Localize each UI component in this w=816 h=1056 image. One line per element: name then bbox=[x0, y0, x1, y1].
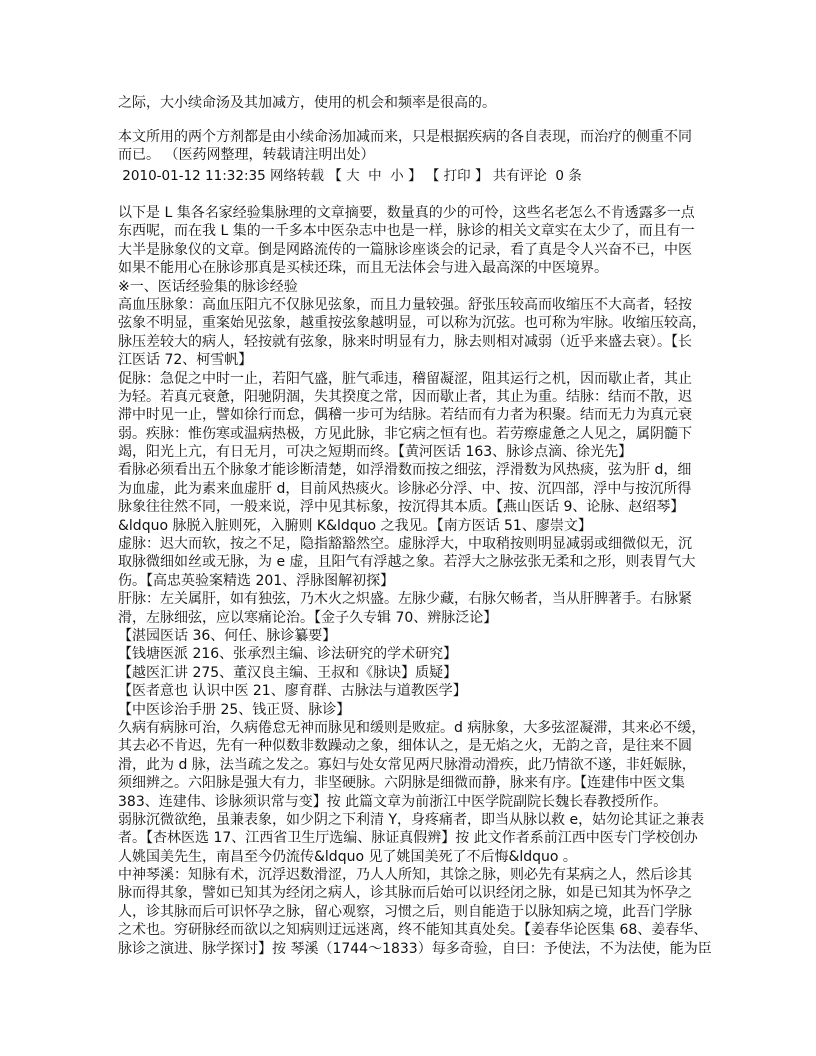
text-line: 383、连建伟、诊脉须识常与变】按 此篇文章为前浙江中医学院副院长魏长春教授所作。 bbox=[118, 793, 668, 810]
intro-paragraph-1 bbox=[118, 94, 718, 112]
text-line: 滑，左脉细弦，应以寒痛论治。【金子久专辑 70、辨脉泛论】 bbox=[118, 609, 498, 626]
font-size-small-link[interactable]: 小 bbox=[390, 168, 404, 184]
text-line: 为轻。若真元衰惫，阳驰阴涸，失其揆度之常，因而歇止者，其止为重。结脉：结而不散，迟 bbox=[118, 388, 692, 405]
text-line: 江医话 72、柯雪帆】 bbox=[118, 352, 253, 369]
text-line: 脉诊之演进、脉学探讨】按 琴溪（1744～1833）每多奇验，自曰：予使法，不为法使，能为臣 bbox=[118, 940, 712, 957]
text-line: 促脉：急促之中时一止，若阳气盛，脏气乖违，稽留凝涩，阻其运行之机，因而歇止者，其止 bbox=[118, 370, 692, 387]
text-line: 虚脉：迟大而软，按之不足，隐指豁豁然空。虚脉浮大，中取稍按则明显减弱或细微似无，沉 bbox=[118, 536, 692, 553]
text-line: 看脉必须看出五个脉象才能诊断清楚，如浮滑数而按之细弦，浮滑数为风热痰，弦为肝 d，细 bbox=[118, 462, 692, 479]
print-link[interactable]: 打印 bbox=[443, 168, 471, 184]
text-line: 之术也。穷研脉经而欲以之知病则迂远迷离，终不能知其真处矣。【姜春华论医集 68、姜春华、 bbox=[118, 922, 708, 939]
text-line: 弦象不明显，重案始见弦象，越重按弦象越明显，可以称为沉弦。也可称为牢脉。收缩压较高， bbox=[118, 315, 706, 332]
bracket: 【 bbox=[328, 168, 342, 184]
text-line: ※一、医话经验集的脉诊经验 bbox=[118, 278, 298, 295]
text-line: 人，诊其脉而后可识怀孕之脉，留心观察，习惯之后，则自能造于以脉知病之境，此吾门学脉 bbox=[118, 903, 692, 920]
publish-datetime: 2010-01-12 11:32:35 bbox=[122, 168, 266, 184]
text-line: 人姚国美先生，南昌至今仍流传&ldquo 见了姚国美死了不后悔&ldquo 。 bbox=[118, 848, 577, 865]
text-line: 者。【杏林医选 17、江西省卫生厅选编、脉证真假辨】按 此文作者系前江西中医专门学校创办 bbox=[118, 830, 698, 847]
text-line: 【中医诊治手册 25、钱正贤、脉诊】 bbox=[118, 701, 351, 718]
text-line: 本文所用的两个方剂都是由小续命汤加减而来，只是根据疾病的各自表现，而治疗的侧重不同 bbox=[118, 129, 692, 145]
text-line: 伤。【高忠英验案精选 201、浮脉图解初探】 bbox=[118, 572, 395, 589]
article-body bbox=[118, 204, 718, 958]
text-line: &ldquo 脉脱入脏则死，入腑则 K&ldquo 之我见。【南方医话 51、廖崇文】 bbox=[118, 517, 592, 534]
text-line: 【钱塘医派 216、张承烈主编、诊法研究的学术研究】 bbox=[118, 646, 458, 663]
bracket: 】 bbox=[408, 168, 422, 184]
text-line: 中神琴溪：知脉有术，沉浮迟数滑涩，乃人人所知，其馀之脉，则必先有某病之人，然后诊其 bbox=[118, 867, 692, 884]
text-line: 脉象往往然不同，一般来说，浮中见其标象，按沉得其本质。【燕山医话 9、论脉、赵绍琴】 bbox=[118, 499, 685, 516]
text-line: 而已。 （医药网整理，转载请注明出处） bbox=[118, 147, 375, 164]
text-line: 滑，此为 d 脉，法当疏之发之。寡妇与处女常见两尺脉滑动滑疾，此乃情欲不遂，非妊娠脉， bbox=[118, 756, 696, 773]
text-line: 高血压脉象：高血压阳亢不仅脉见弦象，而且力量较强。舒张压较高而收缩压不大高者，轻按 bbox=[118, 296, 692, 313]
text-line: 滞中时见一止，譬如徐行而怠，偶稽一步可为结脉。若结而有力者为积聚。结而无力为真元衰 bbox=[118, 407, 692, 424]
text-line: 久病有病脉可治，久病倦怠无神而脉见和缓则是败症。d 病脉象，大多弦涩凝滞，其来必不缓， bbox=[118, 719, 706, 736]
font-size-large-link[interactable]: 大 bbox=[346, 168, 360, 184]
source-label: 网络转载 bbox=[269, 168, 324, 184]
text-line: 其去必不肯迟，先有一种似数非数躁动之象，细体认之，是无焰之火，无韵之音，是往来不圆 bbox=[118, 738, 692, 755]
text-line: 【湛园医话 36、何任、脉诊纂要】 bbox=[118, 627, 337, 644]
text-line: 为血虚，此为素来血虚肝 d，目前风热痰火。诊脉必分浮、中、按、沉四部，浮中与按沉所得 bbox=[118, 480, 692, 497]
text-line: 竭，阳光上亢，有日无月，可决之短期而终。【黄河医话 163、脉诊点滴、徐光先】 bbox=[118, 444, 633, 461]
text-line: 脉压差较大的病人，轻按就有弦象，脉来时明显有力，脉去则相对减弱（近乎来盛去衰）。【长 bbox=[118, 333, 692, 350]
font-size-medium-link[interactable]: 中 bbox=[368, 168, 382, 184]
intro-paragraph-2 bbox=[118, 128, 718, 165]
text-line: 弱脉沉微欲绝，虽兼表象，如少阴之下利清 Y，身疼痛者，即当从脉以救 e，姑勿论其证之兼表 bbox=[118, 811, 705, 828]
text-line: 弱。疾脉：惟伤寒或温病热极，方见此脉，非它病之恒有也。若劳瘵虚惫之人见之，属阴髓下 bbox=[118, 425, 692, 442]
comments-suffix: 条 bbox=[568, 168, 582, 184]
text-line: 东西呢，而在我 L 集的一千多本中医杂志中也是一样，脉诊的相关文章实在太少了，而且有一 bbox=[118, 223, 695, 240]
text-line: 如果不能用心在脉诊那真是买椟还珠，而且无法体会与进入最高深的中医境界。 bbox=[118, 260, 608, 277]
text-line: 大半是脉象仪的文章。倒是网路流传的一篇脉诊座谈会的记录，看了真是令人兴奋不已，中医 bbox=[118, 241, 692, 258]
bracket: 】 bbox=[474, 168, 489, 184]
text-line: 之际，大小续命汤及其加减方，使用的机会和频率是很高的。 bbox=[118, 95, 496, 111]
text-line: 肝脉：左关属肝，如有独弦，乃木火之炽盛。左脉少藏，右脉欠畅者，当从肝脾著手。右脉紧 bbox=[118, 591, 692, 608]
comments-label: 共有评论 bbox=[492, 168, 547, 184]
bracket: 【 bbox=[425, 168, 440, 184]
text-line: 【越医汇讲 275、董汉良主编、王叔和《脉诀】质疑】 bbox=[118, 664, 458, 681]
comments-count: 0 bbox=[555, 168, 564, 184]
text-line: 以下是 L 集各名家经验集脉理的文章摘要，数量真的少的可怜，这些名老怎么不肯透露多一点 bbox=[118, 205, 695, 221]
text-line: 脉而得其象，譬如已知其为经闭之病人，诊其脉而后始可以识经闭之脉，如是已知其为怀孕之 bbox=[118, 885, 692, 902]
text-line: 取脉微细如丝或无脉，为 e 虚，且阳气有浮越之象。若浮大之脉弦张无柔和之形，则表胃气大 bbox=[118, 554, 696, 571]
article-meta-bar bbox=[118, 167, 718, 186]
text-line: 须细辨之。六阳脉是强大有力，非坚硬脉。六阴脉是细微而静，脉来有序。【连建伟中医文集 bbox=[118, 775, 685, 792]
text-line: 【医者意也 认识中医 21、廖育群、古脉法与道教医学】 bbox=[118, 683, 467, 700]
